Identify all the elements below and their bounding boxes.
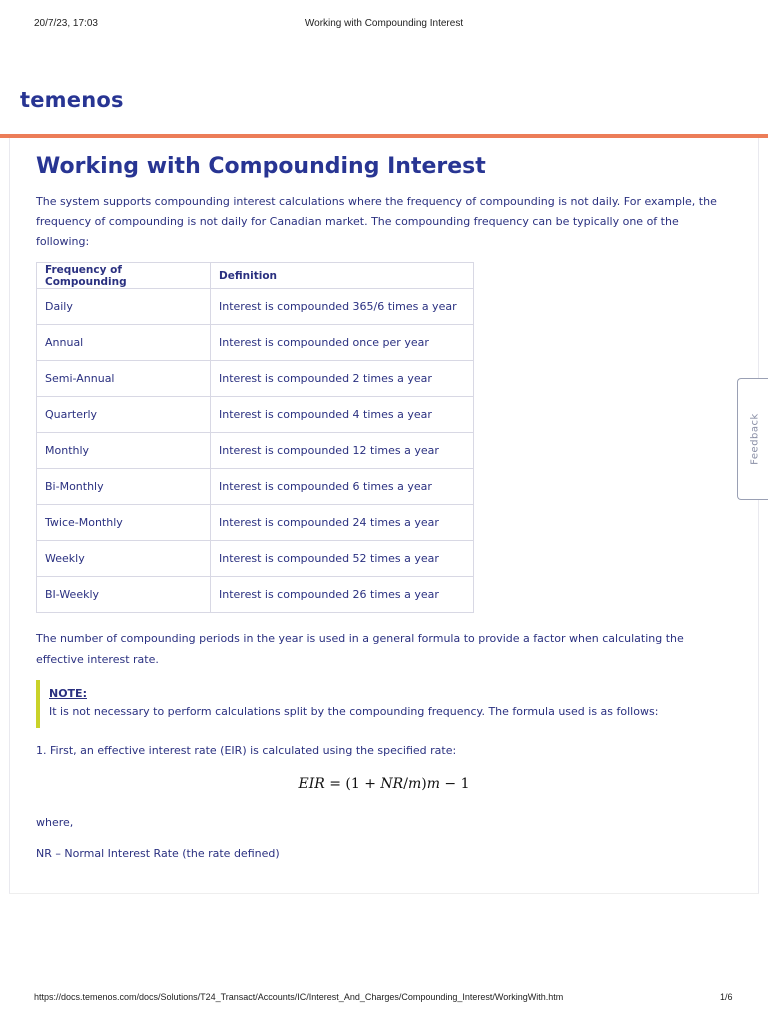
- print-date: 20/7/23, 17:03: [34, 18, 98, 29]
- step-1-text: 1. First, an effective interest rate (EIR) is calculated using the specified rate:: [36, 744, 457, 757]
- table-row: [37, 397, 474, 433]
- frequency-cell: Annual: [37, 325, 211, 361]
- intro-paragraph: The system supports compounding interest calculations where the frequency of compounding is not daily. For example, the frequency of compounding is not daily for Canadian market. The compounding frequency can be typically one of the following:: [36, 195, 717, 248]
- print-footer: [0, 992, 768, 1006]
- definition-cell: Interest is compounded 24 times a year: [211, 505, 474, 541]
- definition-cell: Interest is compounded 26 times a year: [211, 577, 474, 613]
- eir-formula: [0, 776, 768, 792]
- formula-slash: /: [403, 776, 408, 792]
- definition-cell: Interest is compounded once per year: [211, 325, 474, 361]
- formula-close-paren: ): [421, 776, 427, 792]
- print-title: Working with Compounding Interest: [304, 18, 464, 29]
- note-label: NOTE:: [49, 687, 87, 700]
- formula-equals: = (1 +: [324, 776, 381, 792]
- print-url: https://docs.temenos.com/docs/Solutions/T24_Transact/Accounts/IC/Interest_And_Charges/Compounding_Interest/WorkingWith.htm: [34, 992, 564, 1002]
- formula-nr: NR: [380, 776, 404, 792]
- page-title: Working with Compounding Interest: [36, 154, 486, 179]
- table-row: [37, 433, 474, 469]
- note-text: It is not necessary to perform calculations split by the compounding frequency. The formula used is as follows:: [49, 705, 659, 718]
- feedback-tab[interactable]: [737, 378, 768, 500]
- frequency-cell: Semi-Annual: [37, 361, 211, 397]
- formula-minus-one: − 1: [439, 776, 470, 792]
- frequency-cell: Weekly: [37, 541, 211, 577]
- note-callout: [36, 680, 726, 728]
- table-row: [37, 325, 474, 361]
- feedback-label: Feedback: [749, 413, 760, 465]
- definition-cell: Interest is compounded 52 times a year: [211, 541, 474, 577]
- compounding-periods-paragraph: The number of compounding periods in the year is used in a general formula to provide a factor when calculating the effective interest rate.: [36, 632, 684, 666]
- formula-m-exponent: m: [426, 776, 440, 792]
- where-text: where,: [36, 816, 74, 829]
- frequency-cell: Daily: [37, 289, 211, 325]
- definition-cell: Interest is compounded 2 times a year: [211, 361, 474, 397]
- frequency-cell: Twice-Monthly: [37, 505, 211, 541]
- print-page-number: 1/6: [720, 992, 733, 1002]
- column-header-frequency: Frequency of Compounding: [37, 263, 211, 289]
- formula-m-denominator: m: [407, 776, 422, 792]
- table-row: [37, 469, 474, 505]
- definition-cell: Interest is compounded 365/6 times a year: [211, 289, 474, 325]
- table-row: [37, 505, 474, 541]
- print-header: [0, 18, 768, 32]
- frequency-cell: Quarterly: [37, 397, 211, 433]
- temenos-logo[interactable]: temenos: [20, 88, 124, 112]
- frequency-cell: Bi-Monthly: [37, 469, 211, 505]
- column-header-definition: Definition: [211, 263, 474, 289]
- table-row: [37, 541, 474, 577]
- table-row: [37, 289, 474, 325]
- table-row: [37, 361, 474, 397]
- definition-cell: Interest is compounded 12 times a year: [211, 433, 474, 469]
- frequency-cell: Monthly: [37, 433, 211, 469]
- definition-cell: Interest is compounded 6 times a year: [211, 469, 474, 505]
- table-row: [37, 577, 474, 613]
- formula-eir: EIR: [298, 776, 325, 792]
- nr-definition: NR – Normal Interest Rate (the rate defined): [36, 847, 280, 860]
- compounding-frequency-table: [36, 262, 474, 613]
- definition-cell: Interest is compounded 4 times a year: [211, 397, 474, 433]
- frequency-cell: BI-Weekly: [37, 577, 211, 613]
- table-header-row: [37, 263, 474, 289]
